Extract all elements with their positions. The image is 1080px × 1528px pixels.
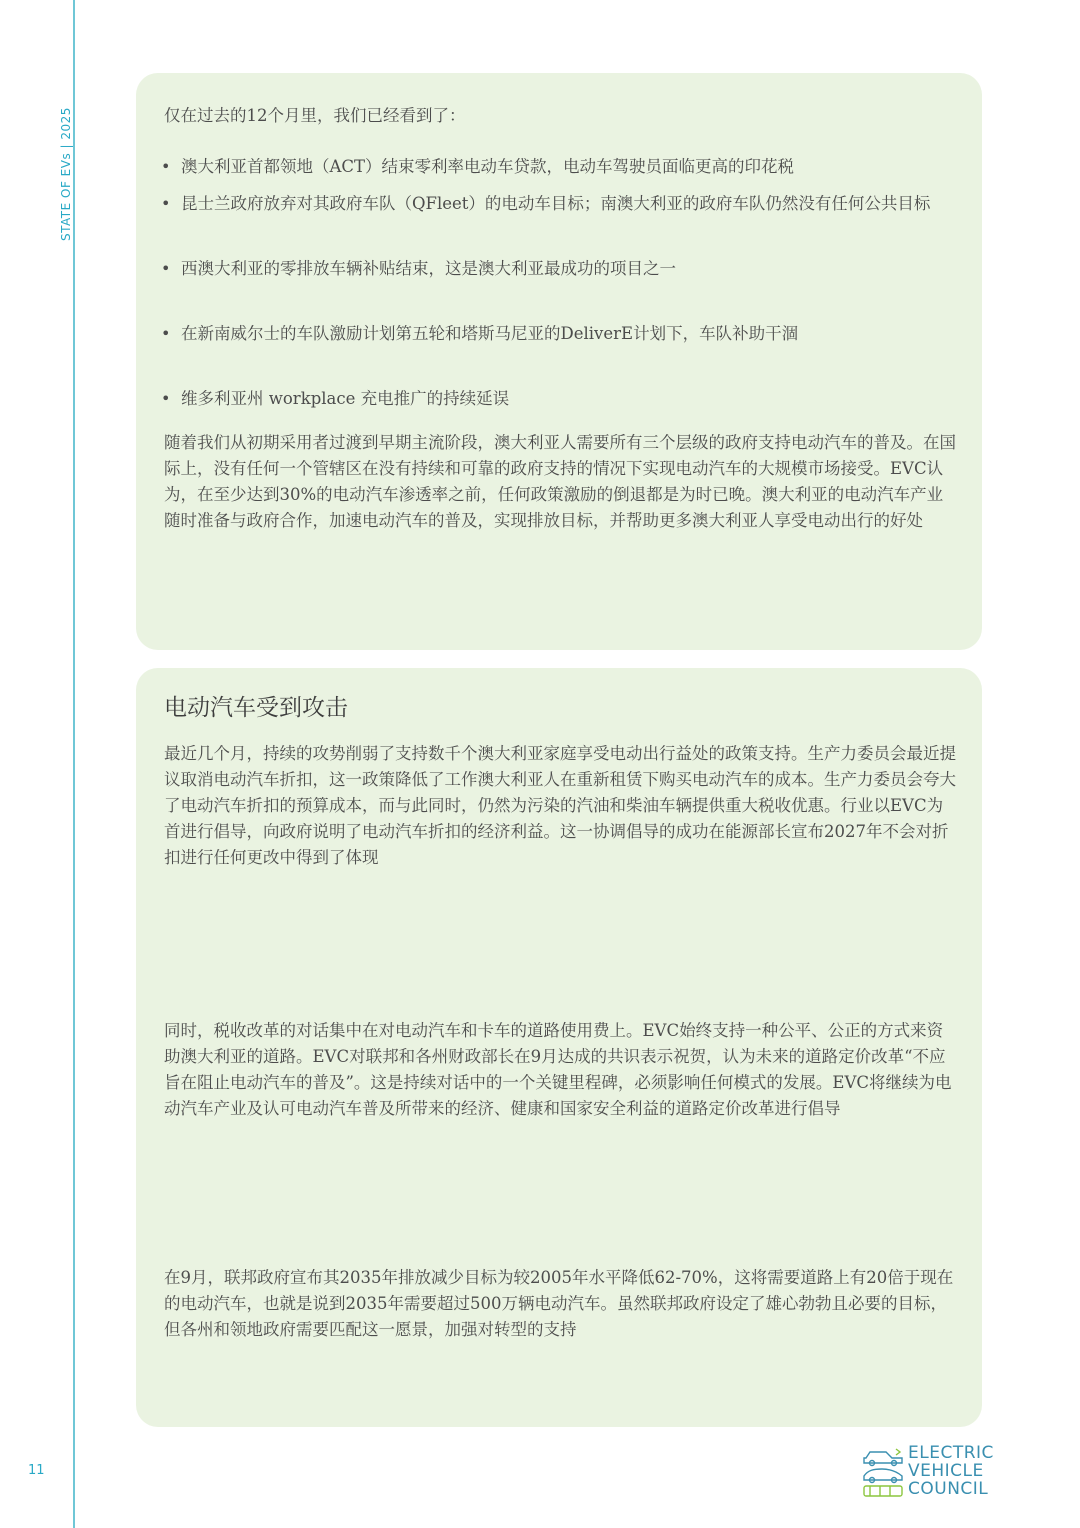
- bullet-icon: •: [161, 157, 171, 176]
- evs-under-attack-card: [136, 668, 982, 1427]
- logo-line: VEHICLE: [908, 1461, 984, 1481]
- car-icon: [864, 1449, 902, 1466]
- list-item-text: 维多利亚州 workplace 充电推广的持续延误: [181, 389, 510, 408]
- bullet-icon: •: [161, 389, 171, 408]
- list-item-text: 澳大利亚首都领地（ACT）结束零利率电动车贷款，电动车驾驶员面临更高的印花税: [181, 157, 795, 176]
- list-item-text: 西澳大利亚的零排放车辆补贴结束，这是澳大利亚最成功的项目之一: [181, 259, 676, 278]
- section-heading: 电动汽车受到攻击: [164, 695, 348, 721]
- car-icon: [864, 1469, 902, 1483]
- body-paragraph: 同时，税收改革的对话集中在对电动汽车和卡车的道路使用费上。EVC始终支持一种公平、公正的方式来资助澳大利亚的道路。EVC对联邦和各州财政部长在9月达成的共识表示祝贺，认为未来的道路定价改革“不应旨在阻止电动汽车的普及”。这是持续对话中的一个关键里程碑，必须影响任何模式的发展。EVC将继续为电动汽车产业及认可电动汽车普及所带来的经济、健康和国家安全利益的道路定价改革进行倡导: [164, 1021, 952, 1118]
- list-item: [161, 154, 941, 180]
- sidebar-report-label: STATE OF EVs | 2025: [59, 107, 73, 241]
- intro-text: 仅在过去的12个月里，我们已经看到了：: [164, 106, 466, 125]
- logo-line: ELECTRIC: [908, 1443, 994, 1463]
- bullet-icon: •: [161, 324, 171, 343]
- vehicle-icons: [860, 1444, 908, 1500]
- list-item: [161, 191, 941, 217]
- list-item: [161, 386, 941, 412]
- evc-logo: [860, 1443, 994, 1500]
- page-number: 11: [28, 1463, 45, 1478]
- logo-wordmark: [908, 1444, 994, 1498]
- body-paragraph: 最近几个月，持续的攻势削弱了支持数千个澳大利亚家庭享受电动出行益处的政策支持。生产力委员会最近提议取消电动汽车折扣，这一政策降低了工作澳大利亚人在重新租赁下购买电动汽车的成本。生产力委员会夸大了电动汽车折扣的预算成本，而与此同时，仍然为污染的汽油和柴油车辆提供重大税收优惠。行业以EVC为首进行倡导，向政府说明了电动汽车折扣的经济利益。这一协调倡导的成功在能源部长宣布2027年不会对折扣进行任何更改中得到了体现: [164, 744, 956, 867]
- list-item-text: 昆士兰政府放弃对其政府车队（QFleet）的电动车目标；南澳大利亚的政府车队仍然没有任何公共目标: [181, 194, 931, 213]
- bus-icon: [864, 1486, 902, 1496]
- body-paragraph: 在9月，联邦政府宣布其2035年排放减少目标为较2005年水平降低62-70%，这将需要道路上有20倍于现在的电动汽车，也就是说到2035年需要超过500万辆电动汽车。虽然联邦政府设定了雄心勃勃且必要的目标，但各州和领地政府需要匹配这一愿景，加强对转型的支持: [164, 1268, 954, 1339]
- list-item: [161, 256, 941, 282]
- body-paragraph: 随着我们从初期采用者过渡到早期主流阶段，澳大利亚人需要所有三个层级的政府支持电动汽车的普及。在国际上，没有任何一个管辖区在没有持续和可靠的政府支持的情况下实现电动汽车的大规模市场接受。EVC认为，在至少达到30%的电动汽车渗透率之前，任何政策激励的倒退都是为时已晚。澳大利亚的电动汽车产业随时准备与政府合作，加速电动汽车的普及，实现排放目标，并帮助更多澳大利亚人享受电动出行的好处: [164, 433, 956, 530]
- list-item: [161, 321, 941, 347]
- list-item-text: 在新南威尔士的车队激励计划第五轮和塔斯马尼亚的DeliverE计划下，车队补助干涸: [181, 324, 799, 343]
- bullet-icon: •: [161, 194, 171, 213]
- logo-line: COUNCIL: [908, 1479, 989, 1499]
- policy-rollback-card: [136, 73, 982, 650]
- bullet-icon: •: [161, 259, 171, 278]
